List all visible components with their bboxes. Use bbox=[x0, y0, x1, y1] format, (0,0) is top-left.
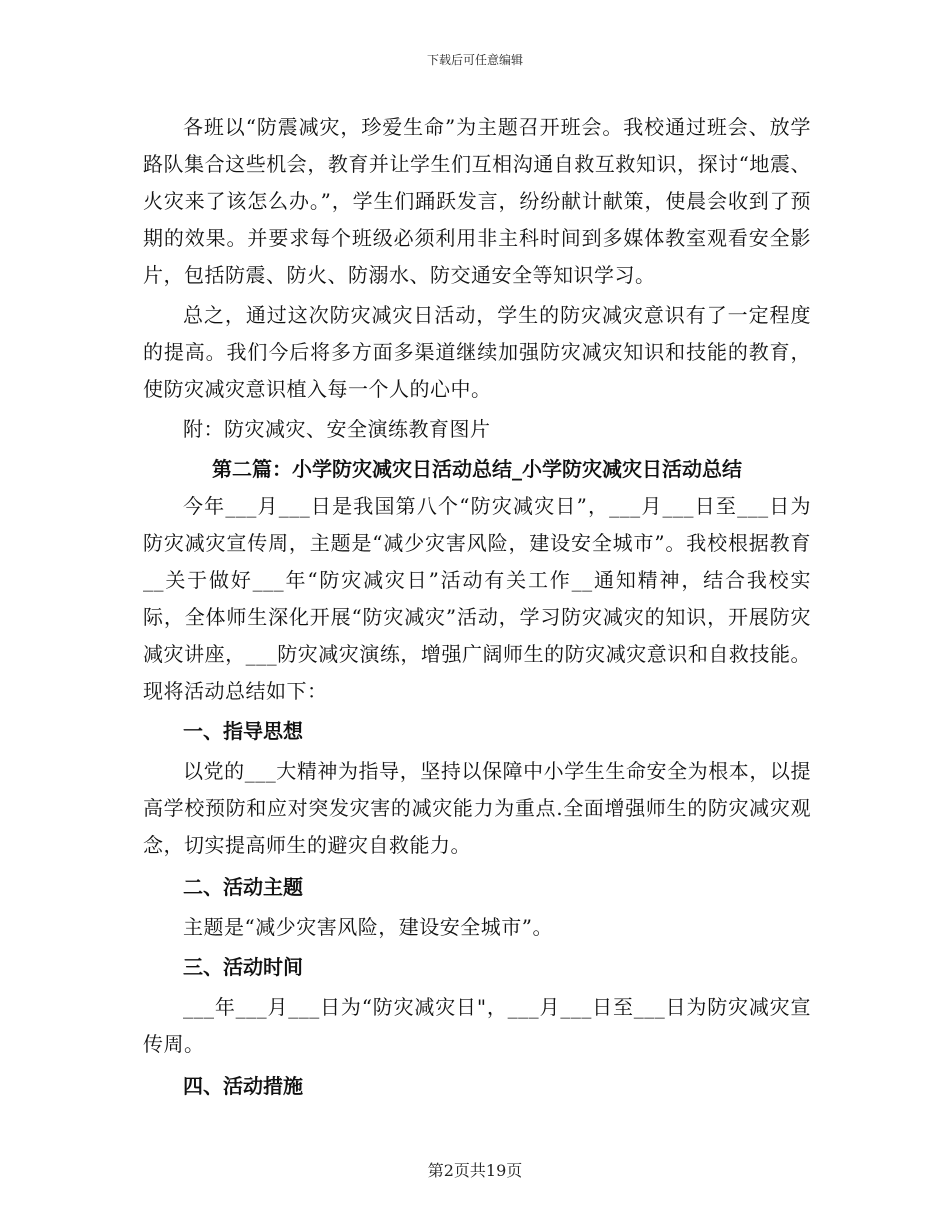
page-footer: 第2页共19页 bbox=[427, 1161, 523, 1180]
paragraph-guiding-idea: 以党的___大精神为指导，坚持以保障中小学生生命安全为根本，以提高学校预防和应对突发灾害的减灾能力为重点.全面增强师生的防灾减灾观念，切实提高师生的避灾自救能力。 bbox=[143, 759, 811, 857]
heading-theme: 二、活动主题 bbox=[183, 875, 303, 899]
paragraph-class-meeting: 各班以“防震减灾，珍爱生命”为主题召开班会。我校通过班会、放学路队集合这些机会，教育并让学生们互相沟通自救互救知识，探讨“地震、火灾来了该怎么办。”，学生们踊跃发言，纷纷献计献策，使晨会收到了预期的效果。并要求每个班级必须利用非主科时间到多媒体教室观看安全影片，包括防震、防火、防溺水、防交通安全等知识学习。 bbox=[143, 115, 811, 287]
heading-measures: 四、活动措施 bbox=[183, 1074, 303, 1098]
paragraph-intro: 今年___月___日是我国第八个“防灾减灾日”，___月___日至___日为防灾减灾宣传周，主题是“减少灾害风险，建设安全城市”。我校根据教育__关于做好___年“防灾减灾日”活动有关工作__通知精神，结合我校实际，全体师生深化开展“防灾减灾”活动，学习防灾减灾的知识，开展防灾减灾讲座，___防灾减灾演练，增强广阔师生的防灾减灾意识和自救技能。现将活动总结如下： bbox=[143, 494, 811, 703]
paragraph-theme: 主题是“减少灾害风险，建设安全城市”。 bbox=[183, 915, 553, 939]
document-body bbox=[143, 109, 811, 1105]
page-header: 下载后可任意编辑 bbox=[426, 53, 523, 67]
paragraph-attachment: 附：防灾减灾、安全演练教育图片 bbox=[183, 417, 491, 441]
paragraph-time: ___年___月___日为“防灾减灾日"，___月___日至___日为防灾减灾宣传周。 bbox=[143, 995, 811, 1056]
heading-guiding-idea: 一、指导思想 bbox=[183, 719, 303, 743]
section-title: 第二篇：小学防灾减灾日活动总结_小学防灾减灾日活动总结 bbox=[212, 457, 742, 481]
paragraph-summary: 总之，通过这次防灾减灾日活动，学生的防灾减灾意识有了一定程度的提高。我们今后将多方面多渠道继续加强防灾减灾知识和技能的教育，使防灾减灾意识植入每一个人的心中。 bbox=[143, 303, 811, 401]
heading-time: 三、活动时间 bbox=[183, 955, 303, 979]
